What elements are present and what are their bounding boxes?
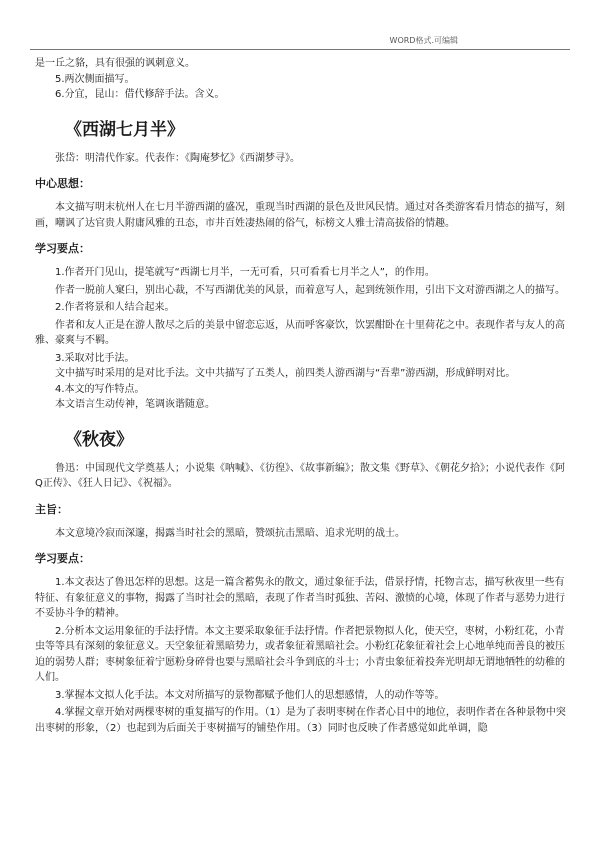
list-item: 3.掌握本文拟人化手法。本文对所描写的景物都赋予他们人的思想感情，人的动作等等。 (55, 689, 445, 701)
list-item: 2.分析本文运用象征的手法抒情。本文主要采取象征手法抒情。作者把景物拟人化，使天空，枣树，小粉红花，小青虫等等具有深刻的象征意义。天空象征着黑暗势力，或者象征着黑暗社会。小粉红花象征着社会上心地单纯而善良的被压迫的弱势人群；枣树象征着宁愿粉身碎骨也要与黑暗社会斗争到底的斗士；小青虫象征着投奔光明却无谓地牺牲的幼稚的人们。 (35, 625, 565, 683)
list-item: 4.本文的写作特点。 (55, 383, 145, 395)
section-title-qiuye: 《秋夜》 (65, 429, 133, 450)
list-item: 4.掌握文章开始对两棵枣树的重复描写的作用。（1）是为了表明枣树在作者心目中的地位，表明作者在各种景物中突出枣树的形象，（2）也起到为后面关于枣树描写的铺垫作用。（3）同时也反映了作者感觉如此单调，隐 (35, 707, 566, 734)
section-title-xihu: 《西湖七月半》 (65, 119, 184, 140)
author-note: 鲁迅：中国现代文学奠基人；小说集《呐喊》、《彷徨》、《故事新编》；散文集《野草》、《朝花夕拾》；小说代表作《阿Q正传》、《狂人日记》、《祝福》。 (35, 462, 565, 489)
header-text: WORD格式.可编辑 (389, 36, 458, 45)
list-item: 5.两次侧面描写。 (55, 73, 135, 85)
list-item: 1.本文表达了鲁迅怎样的思想。这是一篇含蓄隽永的散文，通过象征手法，借景抒情，托物言志，描写秋夜里一些有特征、有象征意义的事物，揭露了当时社会的黑暗，表现了作者当时孤独、苦闷、激愤的心境，体现了作者与恶势力进行不妥协斗争的精神。 (35, 577, 565, 619)
section-heading: 学习要点： (35, 242, 90, 255)
list-item: 1.作者开门见山，提笔就写“西湖七月半，一无可看，只可看看七月半之人”，的作用。 (55, 267, 435, 278)
section-heading: 中心思想： (35, 177, 90, 190)
body-paragraph: 本文语言生动传神，笔调诙谐随意。 (55, 399, 215, 410)
body-paragraph: 本文描写明末杭州人在七月半游西湖的盛况，重现当时西湖的景色及世风民情。通过对各类游客看月情态的描写，刻画，嘲讽了达官贵人附庸风雅的丑态，市井百姓凄热闹的俗气，标榜文人雅士清高拔俗的情趣。 (35, 202, 565, 229)
body-paragraph: 文中描写时采用的是对比手法。文中共描写了五类人，前四类人游西湖与“吾辈”游西湖，形成鲜明对比。 (55, 368, 516, 379)
body-paragraph: 本文意境冷寂而深邃，揭露当时社会的黑暗，赞颂抗击黑暗、追求光明的战士。 (55, 527, 405, 539)
section-heading: 主旨： (35, 502, 68, 516)
document-body (35, 56, 568, 736)
body-paragraph: 作者一脱前人窠臼，别出心裁，不写西湖优美的风景，而着意写人，起到统领作用，引出下文对游西湖之人的描写。 (55, 284, 565, 296)
section-heading: 学习要点： (35, 552, 90, 565)
body-paragraph: 作者和友人正是在游人散尽之后的美景中留恋忘返，从而呼客豪饮，饮罢酣卧在十里荷花之中。表现作者与友人的高雅、豪爽与不羁。 (35, 319, 565, 346)
list-item: 2.作者将景和人结合起来。 (55, 302, 175, 313)
list-item: 3.采取对比手法。 (55, 352, 135, 364)
list-item: 6.分宜，昆山：借代修辞手法。含义。 (55, 89, 225, 100)
continued-paragraph: 是一丘之貉，具有很强的讽刺意义。 (35, 58, 195, 69)
author-note: 张岱：明清代作家。代表作：《陶庵梦忆》《西湖梦寻》。 (55, 152, 300, 164)
page-header (30, 36, 570, 50)
